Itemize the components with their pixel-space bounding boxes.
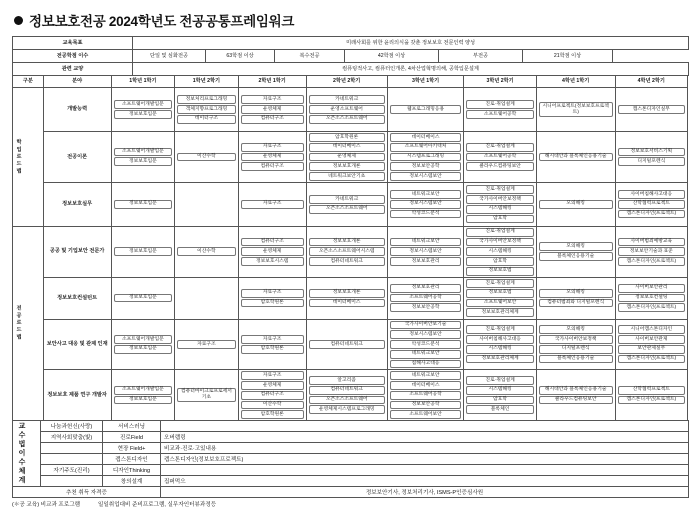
course-chip: 자료구조: [241, 371, 304, 380]
roadmap-course-cell: [464, 370, 536, 421]
course-chip: 사이버보안관리: [618, 284, 685, 293]
roadmap-row: [13, 88, 688, 132]
roadmap-course-cell: [175, 132, 239, 183]
summary-row-label: 전공학점 이수: [13, 50, 133, 63]
summary-cell: 42학점 이상: [345, 50, 439, 63]
course-chip: 암호학원론: [309, 133, 385, 142]
summary-cell: 63학점 이상: [206, 50, 275, 63]
teaching-row: [13, 421, 689, 432]
roadmap-course-cell: [387, 370, 464, 421]
teaching-method-table: [12, 420, 689, 498]
certification-value: 정보보안기사, 정보처리기사, ISMS-P인증심사원: [161, 487, 689, 498]
roadmap-course-cell: [615, 226, 687, 277]
roadmap-year-header: 1학년 1학기: [111, 76, 175, 88]
course-chip: 정보보호법: [466, 289, 533, 298]
teaching-row: [13, 432, 689, 443]
course-chip: 오픈소스소프트웨어: [309, 205, 385, 214]
roadmap-header-cell: 분야: [43, 76, 111, 88]
course-chip: 캡스톤디자인(프로젝트): [618, 355, 685, 364]
roadmap-course-cell: [175, 319, 239, 370]
roadmap-course-cell: [111, 277, 175, 319]
course-chip: 정보보안기술과 표준: [618, 247, 685, 256]
course-chip: 정보보안공학: [390, 401, 462, 410]
course-chip: 진로·취업설계: [466, 325, 533, 334]
roadmap-year-header: 4학년 2학기: [615, 76, 687, 88]
course-chip: 정보보호개론: [309, 238, 385, 247]
course-chip: 컴퓨터구조: [241, 162, 304, 171]
teaching-subcategory: 창의설계: [103, 476, 161, 487]
roadmap-row: [13, 226, 688, 277]
course-chip: 시스템해킹: [466, 205, 533, 214]
course-chip: 소프트웨어개발입문: [114, 100, 173, 109]
course-chip: 국가사이버안보정책: [466, 195, 533, 204]
roadmap-header-row: [13, 76, 688, 88]
roadmap-course-cell: [306, 370, 387, 421]
course-chip: 이산수학: [177, 247, 236, 256]
roadmap-field-label: 정보보호 제품 연구 개발자: [43, 370, 111, 421]
roadmap-course-cell: [615, 132, 687, 183]
roadmap-row: [13, 182, 688, 226]
course-chip: 정보보호관리체계: [466, 355, 533, 364]
course-chip: 알고리즘: [309, 376, 385, 385]
teaching-value: 비교과·진로·고있내용: [161, 443, 689, 454]
course-chip: 시니어프로젝트(정보보호프로젝트): [539, 102, 613, 117]
course-chip: 이산수학: [177, 153, 236, 162]
summary-cell: 미래사회를 위한 윤리의식을 갖춘 정보보호 전문인력 양성: [133, 37, 689, 50]
course-chip: 시스템해킹: [466, 386, 533, 395]
roadmap-course-cell: [238, 88, 306, 132]
roadmap-course-cell: [306, 226, 387, 277]
course-chip: 시스템해킹: [466, 345, 533, 354]
course-chip: 소프트웨어공학: [390, 294, 462, 303]
page-title-text: 정보보호전공 2024학년도 전공공통프레임워크: [29, 14, 295, 29]
course-chip: 암호학원론: [241, 410, 304, 419]
roadmap-field-label: 공공 및 기업보안 전문가: [43, 226, 111, 277]
roadmap-course-cell: [306, 132, 387, 183]
roadmap-course-cell: [387, 88, 464, 132]
roadmap-course-cell: [536, 88, 615, 132]
teaching-row: [13, 454, 689, 465]
course-chip: 정보보호입문: [114, 345, 173, 354]
teaching-value: [161, 421, 689, 432]
roadmap-year-header: 3학년 2학기: [464, 76, 536, 88]
summary-cell: 컴퓨팅적사고, 컴퓨터인개론, 4차산업혁명의해, 공학입문설계: [133, 63, 689, 76]
course-chip: 카네트워크: [309, 195, 385, 204]
roadmap-course-cell: [175, 88, 239, 132]
course-chip: 정보보호입문: [114, 396, 173, 405]
teaching-subcategory: 캡스톤디자인: [103, 454, 161, 465]
course-chip: 진로·취업설계: [466, 143, 533, 152]
teaching-category: [41, 454, 103, 465]
roadmap-course-cell: [238, 319, 306, 370]
course-chip: 정보시스템보안: [390, 172, 462, 181]
roadmap-course-cell: [464, 182, 536, 226]
course-chip: 블록체인응용기술: [539, 252, 613, 261]
course-chip: 정보보호입문: [114, 200, 173, 209]
certification-label: 추천 취득 자격증: [13, 487, 161, 498]
course-chip: 진로·취업설계: [466, 185, 533, 194]
roadmap-table: [12, 75, 688, 421]
teaching-row: [13, 465, 689, 476]
roadmap-course-cell: [175, 226, 239, 277]
course-chip: 자료구조: [241, 200, 304, 209]
summary-row-label: 관련 교양: [13, 63, 133, 76]
course-chip: 캡스톤디자인실무: [618, 105, 685, 114]
course-chip: 컴퓨터구조: [241, 391, 304, 400]
course-chip: 시스템해킹: [466, 247, 533, 256]
certification-row: [13, 487, 689, 498]
summary-row-label: 교육목표: [13, 37, 133, 50]
roadmap-course-cell: [536, 226, 615, 277]
teaching-category: [41, 443, 103, 454]
roadmap-field-label: 정보보호실무: [43, 182, 111, 226]
course-chip: 오픈소스소프트웨어: [309, 396, 385, 405]
course-chip: 모의해킹: [539, 289, 613, 298]
course-chip: 컴퓨터네트워크: [309, 257, 385, 266]
course-chip: 운영체제: [309, 153, 385, 162]
course-chip: 자료구조: [241, 95, 304, 104]
teaching-value: 집퍼먹으: [161, 476, 689, 487]
roadmap-year-header: 2학년 1학기: [238, 76, 306, 88]
course-chip: 소프트웨어공학: [466, 153, 533, 162]
course-chip: 암호학원론: [241, 345, 304, 354]
summary-cell: 21학점 이상: [523, 50, 613, 63]
roadmap-header-cell: 구분: [13, 76, 44, 88]
teaching-value: 오버랩링: [161, 432, 689, 443]
course-chip: 캡스톤디자인(프로젝트): [618, 396, 685, 405]
roadmap-course-cell: [238, 226, 306, 277]
roadmap-course-cell: [464, 132, 536, 183]
course-chip: 정보보호입문: [114, 157, 173, 166]
course-chip: 캡스톤디자인(프로젝트): [618, 257, 685, 266]
course-chip: 캡스톤디자인(프로젝트): [618, 210, 685, 219]
course-chip: 사이버보안관제: [618, 335, 685, 344]
roadmap-field-label: 전공이론: [43, 132, 111, 183]
course-chip: 네트워크보안: [390, 371, 462, 380]
roadmap-course-cell: [536, 132, 615, 183]
course-chip: 운영체제: [241, 247, 304, 256]
course-chip: 소프트웨어공학: [390, 391, 462, 400]
course-chip: 네트워크보안: [390, 190, 462, 199]
summary-row: [13, 63, 689, 76]
page-title: [0, 0, 700, 36]
course-chip: 암호학: [466, 257, 533, 266]
bullet-icon: [14, 16, 23, 25]
course-chip: 암호학: [466, 215, 533, 224]
course-chip: 운영체제: [241, 105, 304, 114]
course-chip: 악성코드분석: [390, 340, 462, 349]
course-chip: 시니어캡스톤디자인: [618, 325, 685, 334]
roadmap-course-cell: [464, 277, 536, 319]
course-chip: 사이버침해사고대응: [618, 190, 685, 199]
roadmap-group-label: 전공로드맵: [13, 226, 44, 420]
course-chip: 오픈소스소프트웨어시스템: [309, 247, 385, 256]
summary-row: [13, 50, 689, 63]
course-chip: 정보보호관리: [390, 284, 462, 293]
course-chip: 정보보호관리체계: [466, 308, 533, 317]
summary-cell: 복수전공: [275, 50, 345, 63]
course-chip: 캡스톤디자인(프로젝트): [618, 303, 685, 312]
roadmap-course-cell: [615, 277, 687, 319]
course-chip: 컴퓨터범죄와 디지털포렌식: [539, 299, 613, 308]
roadmap-course-cell: [238, 182, 306, 226]
roadmap-row: [13, 277, 688, 319]
roadmap-course-cell: [536, 277, 615, 319]
course-chip: 진로·취업설계: [466, 100, 533, 109]
course-chip: 클라우드컴퓨팅보안: [539, 396, 613, 405]
course-chip: 진로·취업설계: [466, 376, 533, 385]
footnote-value: 일일취업대비 준비프로그램, 실무자인터뷰과정등: [98, 502, 217, 508]
course-chip: 컴퓨터구조: [241, 115, 304, 124]
roadmap-course-cell: [306, 182, 387, 226]
course-chip: 운영소프트웨어: [309, 105, 385, 114]
course-chip: 이산수학: [241, 401, 304, 410]
roadmap-field-label: 정보보호컨설턴트: [43, 277, 111, 319]
course-chip: 진로·취업설계: [466, 228, 533, 237]
teaching-subcategory: 디자인Thinking: [103, 465, 161, 476]
course-chip: 모의해킹: [539, 242, 613, 251]
roadmap-course-cell: [111, 370, 175, 421]
teaching-category: 나눔과헌신(사랑): [41, 421, 103, 432]
course-chip: 소프트웨어보안: [390, 410, 462, 419]
course-chip: 침해사고대응: [390, 360, 462, 369]
course-chip: 자료구조: [241, 335, 304, 344]
course-chip: 소프트웨어개발입문: [114, 386, 173, 395]
course-chip: 산학협력프로젝트: [618, 200, 685, 209]
course-chip: 컴퓨터마이크로프로세서기초: [177, 388, 236, 403]
course-chip: 정보보호입문: [114, 247, 173, 256]
roadmap-course-cell: [111, 132, 175, 183]
course-chip: 산학협력프로젝트: [618, 386, 685, 395]
summary-table: [12, 36, 689, 76]
course-chip: 운영체제: [241, 381, 304, 390]
roadmap-course-cell: [387, 132, 464, 183]
roadmap-course-cell: [306, 277, 387, 319]
footnote-label: (＊공 교육) 비교과 프로그램: [12, 502, 81, 508]
course-chip: 소프트웨어보안: [466, 299, 533, 308]
course-chip: 소프트웨어개발입문: [114, 335, 173, 344]
roadmap-course-cell: [464, 226, 536, 277]
roadmap-row: [13, 370, 688, 421]
roadmap-course-cell: [464, 319, 536, 370]
teaching-subcategory: 진로Field: [103, 432, 161, 443]
course-chip: 모의해킹: [539, 325, 613, 334]
teaching-value: [161, 465, 689, 476]
roadmap-course-cell: [238, 277, 306, 319]
course-chip: 웹프로그래밍응용: [390, 105, 462, 114]
course-chip: 네트워크보안기초: [309, 172, 385, 181]
roadmap-row: [13, 132, 688, 183]
course-chip: 정보보호입문: [114, 294, 173, 303]
teaching-category: [41, 476, 103, 487]
roadmap-course-cell: [536, 370, 615, 421]
course-chip: 블록체인응용기술: [539, 355, 613, 364]
course-chip: 정보보호컨설팅: [618, 294, 685, 303]
course-chip: 사이버침해사고대응: [466, 335, 533, 344]
teaching-subcategory: 현장 Field+: [103, 443, 161, 454]
course-chip: 국가사이버안보정책: [466, 238, 533, 247]
course-chip: 컴퓨터네트워크: [309, 386, 385, 395]
summary-row: [13, 37, 689, 50]
roadmap-course-cell: [175, 370, 239, 421]
course-chip: 정보보호시스템: [241, 257, 304, 266]
roadmap-course-cell: [387, 277, 464, 319]
course-chip: 정보보호입문: [114, 110, 173, 119]
roadmap-row: [13, 319, 688, 370]
course-chip: 정보보호개론: [309, 289, 385, 298]
course-chip: 컴퓨터구조: [241, 238, 304, 247]
course-chip: 정보보안공학: [390, 303, 462, 312]
course-chip: 카네트워크: [309, 95, 385, 104]
roadmap-year-header: 3학년 1학기: [387, 76, 464, 88]
course-chip: 정보보호서비스기획: [618, 148, 685, 157]
course-chip: 컴퓨터네트워크: [309, 340, 385, 349]
course-chip: 정보보호관리: [390, 257, 462, 266]
course-chip: 네트워크보안: [390, 238, 462, 247]
teaching-row: [13, 443, 689, 454]
teaching-value: 캡스톤디자인(정보보호프로젝트): [161, 454, 689, 465]
course-chip: 암호학: [466, 396, 533, 405]
course-chip: 소프트웨어개발입문: [114, 148, 173, 157]
teaching-subcategory: 서비스러닝: [103, 421, 161, 432]
teaching-group-label: 교수법이수체계: [13, 421, 41, 487]
roadmap-course-cell: [306, 319, 387, 370]
course-chip: 악성코드분석: [390, 210, 462, 219]
course-chip: 해시대안과 블록체인응용기술: [539, 153, 613, 162]
teaching-category: 지역사회맞춤(빛): [41, 432, 103, 443]
roadmap-field-label: 개발능력: [43, 88, 111, 132]
course-chip: 오픈소스소프트웨어: [309, 115, 385, 124]
course-chip: 정보시스템보안: [390, 200, 462, 209]
course-chip: 디지털포렌식: [539, 345, 613, 354]
roadmap-course-cell: [464, 88, 536, 132]
roadmap-course-cell: [111, 182, 175, 226]
course-chip: 암호학원론: [241, 299, 304, 308]
course-chip: 소프트웨어아키텍처: [390, 143, 462, 152]
course-chip: 데이터베이스: [309, 143, 385, 152]
course-chip: 자료구조: [241, 143, 304, 152]
course-chip: 데이터베이스: [390, 381, 462, 390]
roadmap-course-cell: [387, 182, 464, 226]
course-chip: 데이터베이스: [390, 133, 462, 142]
course-chip: 자료구조: [177, 340, 236, 349]
course-chip: 정보보호법: [466, 267, 533, 276]
course-chip: 정보보안공학: [390, 162, 462, 171]
course-chip: 진로·취업설계: [466, 279, 533, 288]
roadmap-course-cell: [615, 88, 687, 132]
course-chip: 정보처리프로그래밍: [177, 95, 236, 104]
course-chip: 객체지향프로그래밍: [177, 105, 236, 114]
roadmap-group-label: 학업로드맵: [13, 88, 44, 227]
course-chip: 정보보호개론: [309, 162, 385, 171]
roadmap-course-cell: [536, 319, 615, 370]
course-chip: 운영체제시스템프로그래밍: [309, 405, 385, 414]
roadmap-course-cell: [238, 132, 306, 183]
course-chip: 해시대안과 블록체인응용기술: [539, 386, 613, 395]
course-chip: 클라우드컴퓨팅보안: [466, 162, 533, 171]
course-chip: 소프트웨어공학: [466, 110, 533, 119]
course-chip: 정보시스템보안: [390, 247, 462, 256]
course-chip: 보안관제실무: [618, 345, 685, 354]
course-chip: 시스템프로그래밍: [390, 153, 462, 162]
roadmap-course-cell: [615, 182, 687, 226]
roadmap-field-label: 보안사고 대응 및 관제 인재: [43, 319, 111, 370]
course-chip: 운영체제: [241, 153, 304, 162]
teaching-category: 자기주도(진리): [41, 465, 103, 476]
roadmap-course-cell: [111, 88, 175, 132]
course-chip: 모의해킹: [539, 200, 613, 209]
summary-cell: 부전공: [439, 50, 523, 63]
roadmap-course-cell: [387, 319, 464, 370]
roadmap-course-cell: [111, 319, 175, 370]
course-chip: 데이터베이스: [309, 299, 385, 308]
teaching-row: [13, 476, 689, 487]
course-chip: 국가사이버안보정책: [539, 335, 613, 344]
course-chip: 네트워크보안: [390, 350, 462, 359]
roadmap-year-header: 2학년 2학기: [306, 76, 387, 88]
roadmap-course-cell: [306, 88, 387, 132]
roadmap-course-cell: [175, 277, 239, 319]
roadmap-course-cell: [111, 226, 175, 277]
roadmap-course-cell: [536, 182, 615, 226]
roadmap-course-cell: [615, 370, 687, 421]
course-chip: 정보시스템보안: [390, 330, 462, 339]
footnote-row: [12, 500, 700, 508]
roadmap-course-cell: [238, 370, 306, 421]
course-chip: 사이버범죄예방교육: [618, 238, 685, 247]
roadmap-course-cell: [387, 226, 464, 277]
course-chip: 블록체인: [466, 405, 533, 414]
course-chip: 자료구조: [241, 289, 304, 298]
course-chip: 데이터구조: [177, 115, 236, 124]
roadmap-year-header: 1학년 2학기: [175, 76, 239, 88]
course-chip: 국가사이버안보기술: [390, 321, 462, 330]
roadmap-course-cell: [175, 182, 239, 226]
summary-cell: 단일 및 심화전공: [133, 50, 206, 63]
roadmap-year-header: 4학년 1학기: [536, 76, 615, 88]
roadmap-course-cell: [615, 319, 687, 370]
course-chip: 디지털포렌식: [618, 157, 685, 166]
